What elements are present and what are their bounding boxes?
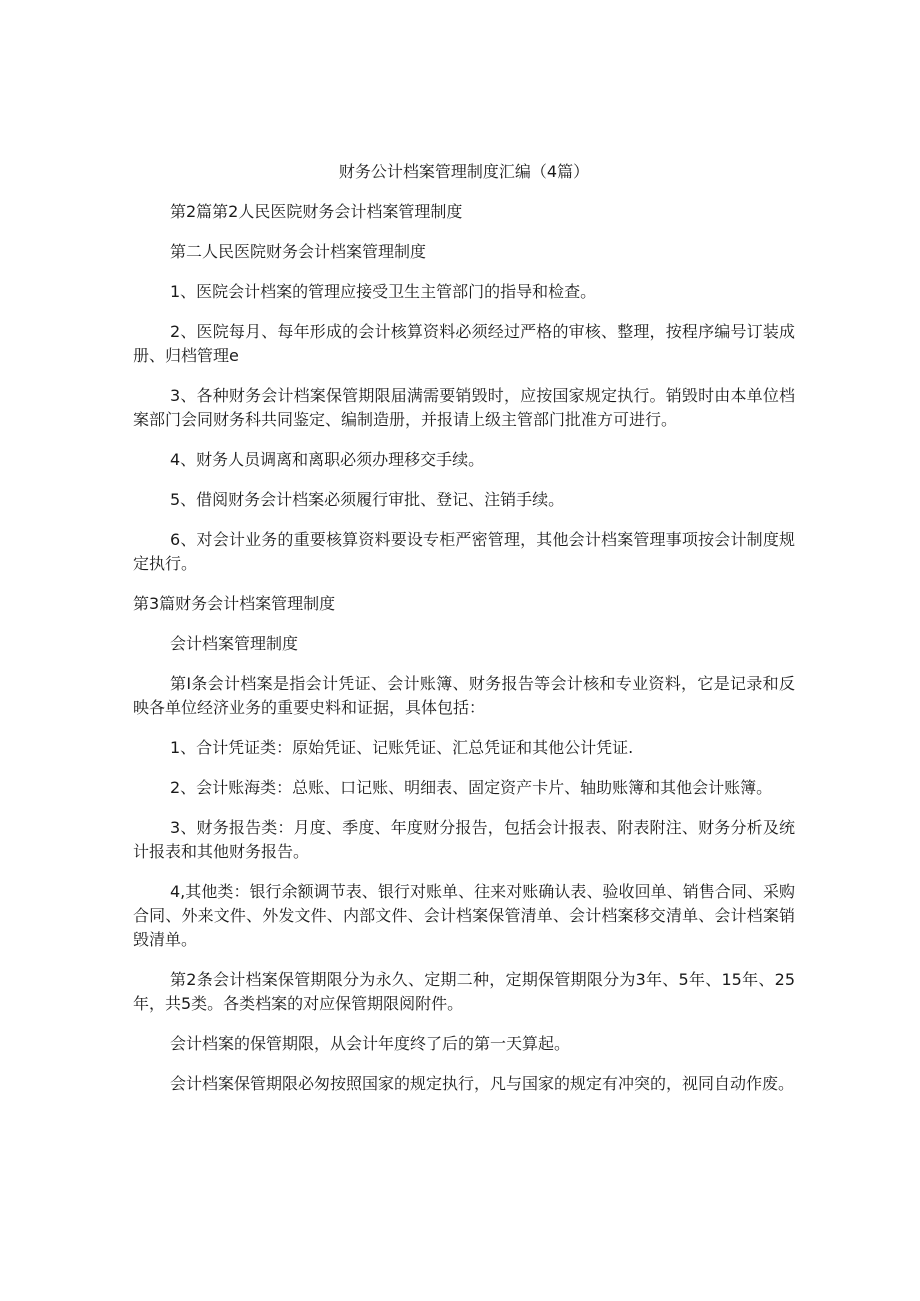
clause-paragraph: 2、医院每月、每年形成的会计核算资料必须经过严格的审核、整理，按程序编号订装成册、归档管理e	[133, 322, 795, 365]
document-title: 财务公计档案管理制度汇编（4篇）	[338, 162, 590, 181]
subsection-title: 会计档案管理制度	[170, 634, 299, 653]
subsection-title: 第二人民医院财务会计档案管理制度	[170, 242, 427, 261]
section-heading-2: 第2篇第2人民医院财务会计档案管理制度	[170, 202, 463, 221]
section-heading-3: 第3篇财务会计档案管理制度	[133, 594, 336, 613]
list-item: 2、会计账海类：总账、口记账、明细表、固定资产卡片、轴助账簿和其他会计账簿。	[170, 778, 773, 797]
document-body	[133, 160, 795, 1112]
list-item: 1、合计凭证类：原始凭证、记账凭证、汇总凭证和其他公计凭证.	[170, 738, 634, 757]
body-paragraph: 会计档案的保管期限，从会计年度终了后的第一天算起。	[170, 1034, 571, 1053]
list-item: 4,其他类：银行余额调节表、银行对账单、往来对账确认表、验收回单、销售合同、采购合同、外来文件、外发文件、内部文件、会计档案保管清单、会计档案移交清单、会计档案销毁清单。	[133, 882, 795, 949]
article-paragraph: 第I条会计档案是指会计凭证、会计账簿、财务报告等会计核和专业资料，它是记录和反映各单位经济业务的重要史料和证据，具体包括：	[133, 674, 795, 717]
body-paragraph: 会计档案保管期限必匆按照国家的规定执行，凡与国家的规定有冲突的，视同自动作废。	[170, 1074, 795, 1093]
clause-paragraph: 6、对会计业务的重要核算资料要设专柜严密管理，其他会计档案管理事项按会计制度规定执行。	[133, 530, 795, 573]
clause-paragraph: 5、借阅财务会计档案必须履行审批、登记、注销手续。	[170, 490, 565, 509]
clause-paragraph: 3、各种财务会计档案保管期限届满需要销毁时，应按国家规定执行。销毁时由本单位档案部门会同财务科共同鉴定、编制造册，并报请上级主管部门批准方可进行。	[133, 386, 795, 429]
article-paragraph: 第2条会计档案保管期限分为永久、定期二种，定期保管期限分为3年、5年、15年、25年，共5类。各类档案的对应保管期限阅附件。	[133, 970, 795, 1013]
clause-paragraph: 4、财务人员调离和离职必须办理移交手续。	[170, 450, 485, 469]
clause-paragraph: 1、医院会计档案的管理应接受卫生主管部门的指导和检查。	[170, 282, 597, 301]
list-item: 3、财务报告类：月度、季度、年度财分报告，包括会计报表、附表附注、财务分析及统计报表和其他财务报告。	[133, 818, 795, 861]
